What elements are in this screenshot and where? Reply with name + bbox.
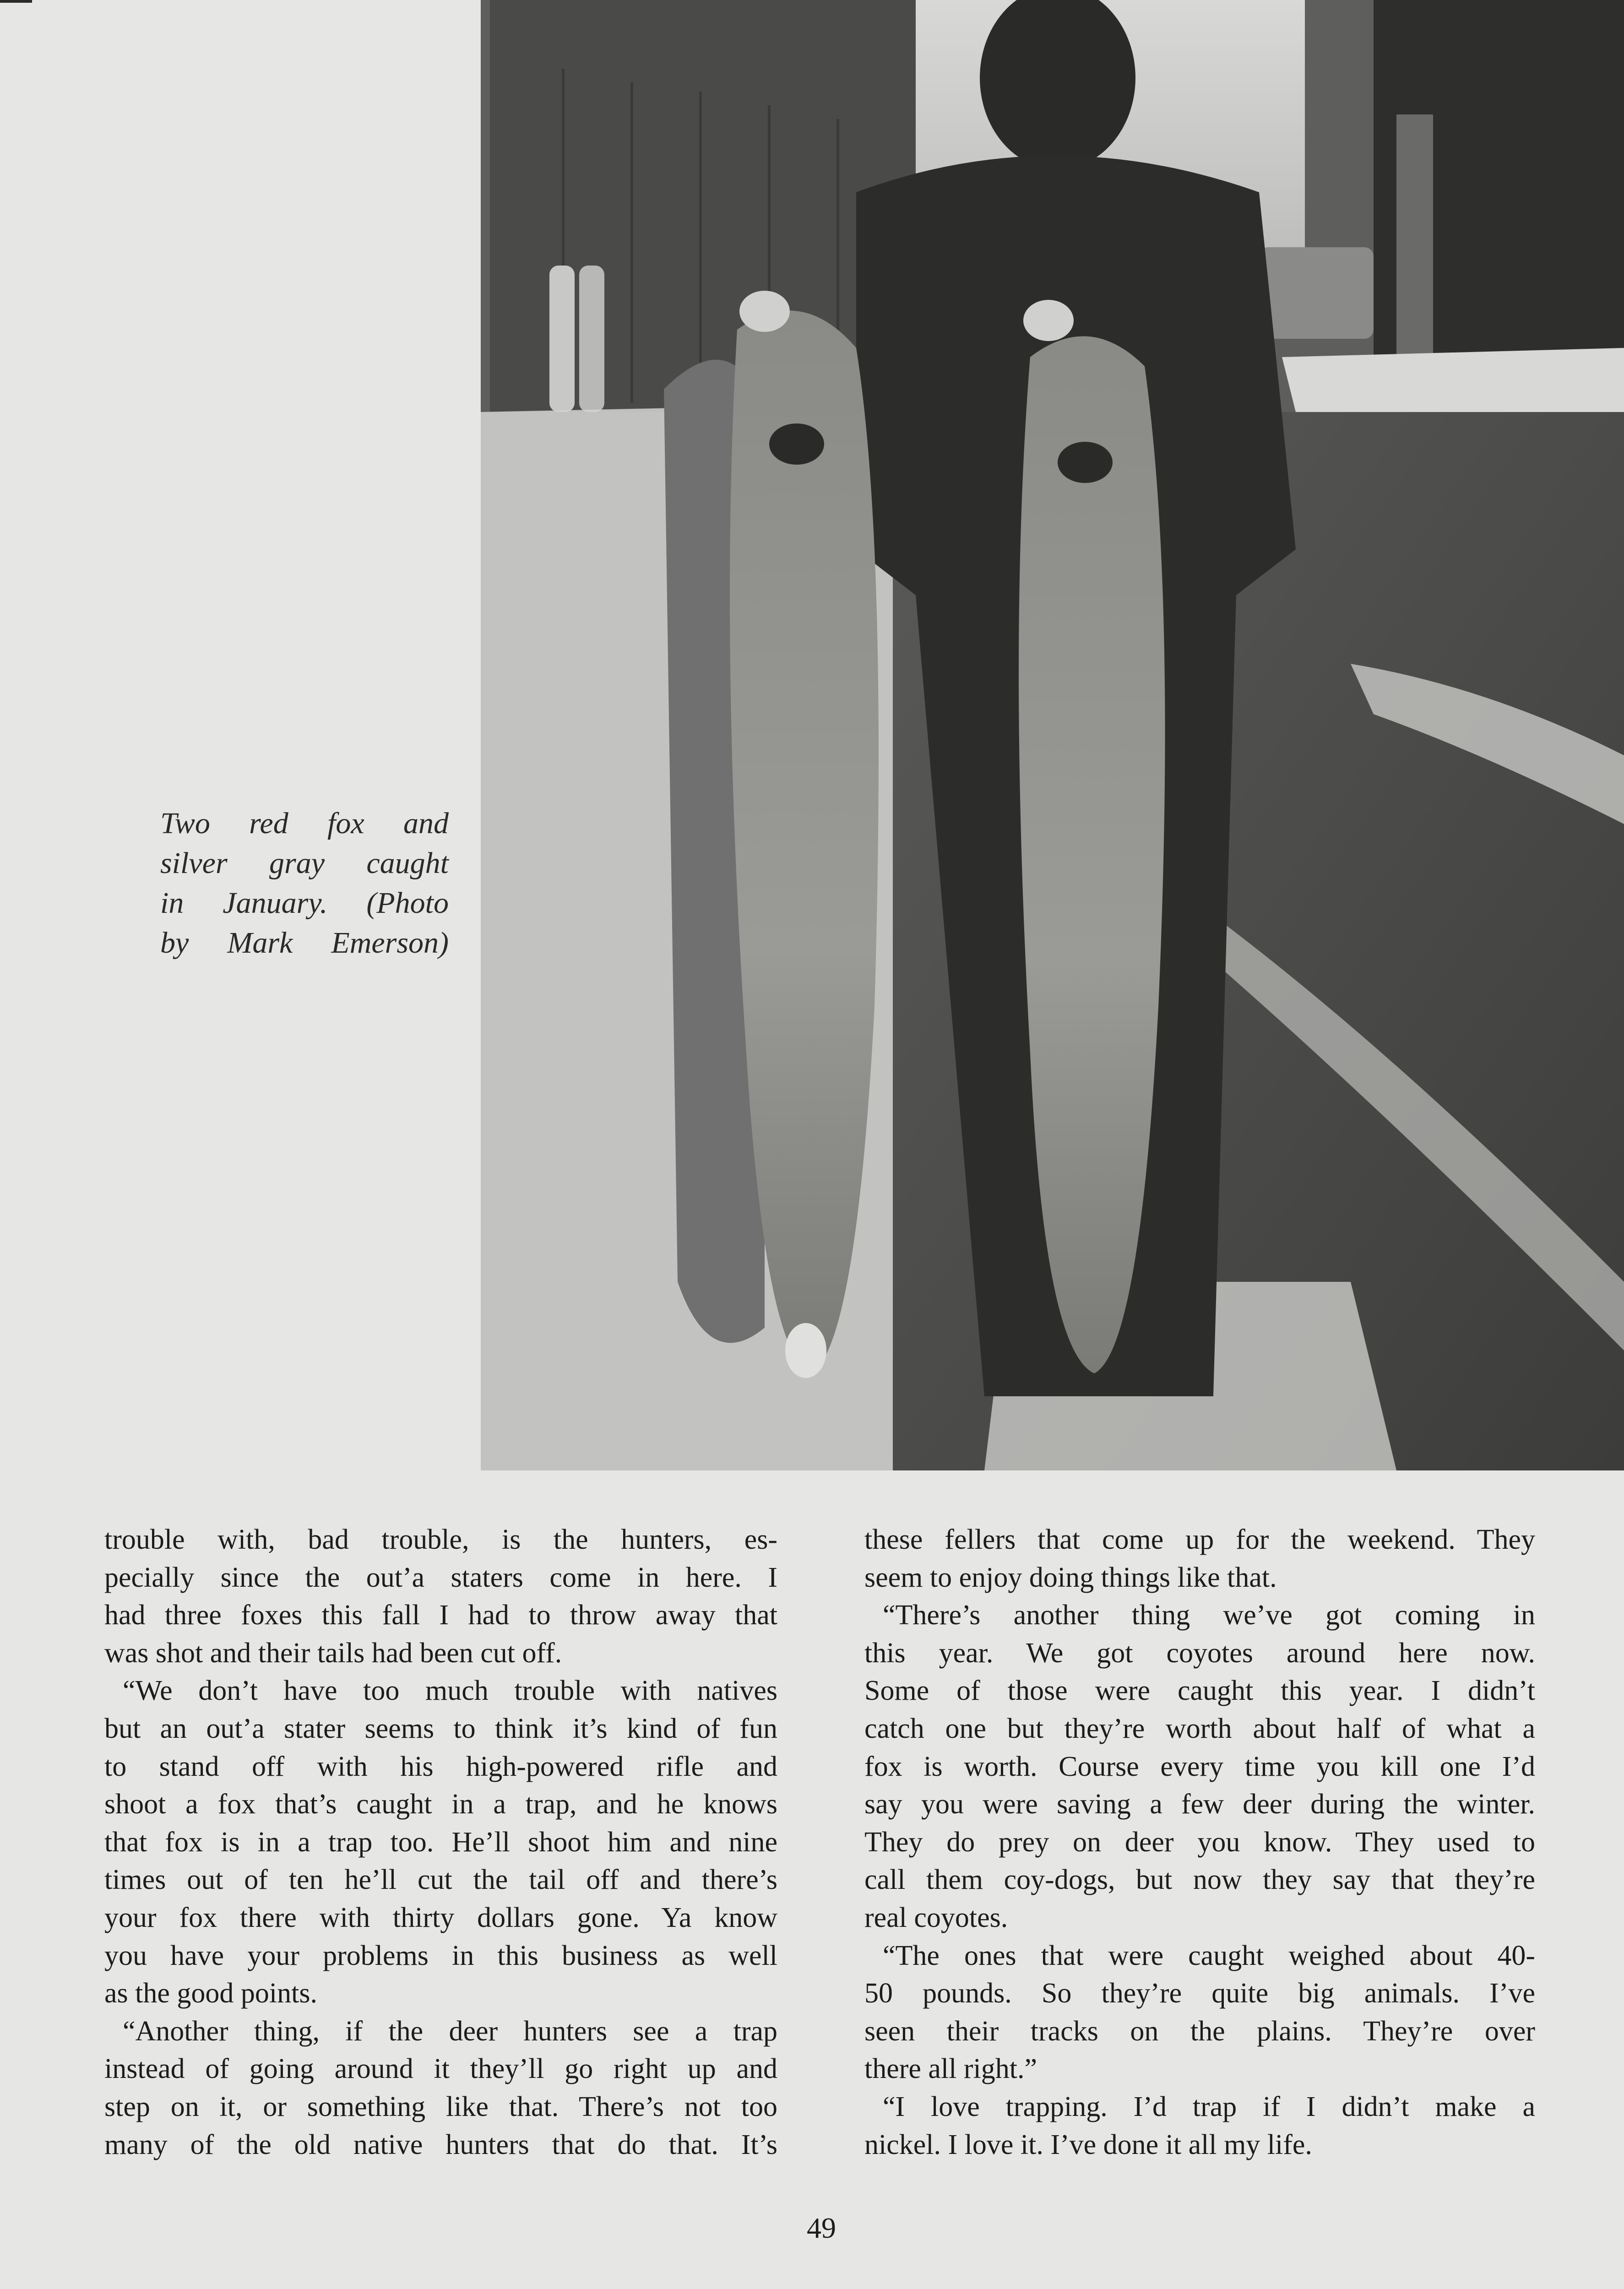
gas-cylinder: [549, 266, 575, 412]
hand-right: [1023, 300, 1074, 341]
text-line: say you were saving a few deer during the winter.: [864, 1789, 1535, 1820]
text-line: you have your problems in this business as well: [104, 1940, 777, 1971]
text-line: was shot and their tails had been cut off.: [104, 1637, 562, 1669]
text-line: to stand off with his high-powered rifle and: [104, 1751, 777, 1782]
text-line: “Another thing, if the deer hunters see a trap: [123, 2015, 777, 2047]
text-line: many of the old native hunters that do that. It’s: [104, 2129, 777, 2160]
text-line: call them coy-dogs, but now they say that they’re: [864, 1864, 1535, 1896]
text-line: but an out’a stater seems to think it’s kind of fun: [104, 1713, 777, 1744]
text-line: step on it, or something like that. There’s not too: [104, 2091, 777, 2122]
text-line: fox is worth. Course every time you kill one I’d: [864, 1751, 1535, 1782]
text-line: shoot a fox that’s caught in a trap, and he knows: [104, 1789, 777, 1820]
text-line: that fox is in a trap too. He’ll shoot him and nine: [104, 1826, 777, 1858]
text-line: Some of those were caught this year. I didn’t: [864, 1675, 1535, 1707]
text-line: instead of going around it they’ll go right up and: [104, 2053, 777, 2085]
text-line: “The ones that were caught weighed about 40-: [883, 1940, 1535, 1971]
caption-line: in January. (Photo: [160, 886, 449, 920]
page-number: 49: [807, 2212, 836, 2244]
text-line: seen their tracks on the plains. They’re over: [864, 2015, 1535, 2047]
text-line: pecially since the out’a staters come in here. I: [104, 1562, 777, 1593]
text-line: had three foxes this fall I had to throw away that: [104, 1600, 777, 1631]
text-line: “We don’t have too much trouble with natives: [123, 1675, 777, 1707]
caption-line: Two red fox and: [160, 807, 449, 840]
text-line: real coyotes.: [864, 1902, 1008, 1933]
text-line: They do prey on deer you know. They used to: [864, 1826, 1535, 1858]
text-line: “There’s another thing we’ve got coming in: [883, 1600, 1535, 1631]
corner-mark: [0, 0, 32, 3]
truck: [1259, 247, 1374, 339]
gas-cylinder: [579, 266, 604, 412]
text-line: times out of ten he’ll cut the tail off and there’s: [104, 1864, 777, 1896]
text-line: 50 pounds. So they’re quite big animals. I’ve: [864, 1978, 1535, 2009]
text-column-left: [104, 1521, 777, 2164]
photograph: [481, 0, 1624, 1470]
text-line: nickel. I love it. I’ve done it all my life.: [864, 2129, 1312, 2160]
photo-caption: [160, 803, 449, 963]
text-line: there all right.”: [864, 2053, 1037, 2085]
text-line: “I love trapping. I’d trap if I didn’t make a: [883, 2091, 1535, 2122]
caption-line: by Mark Emerson): [160, 926, 449, 960]
text-line: this year. We got coyotes around here now.: [864, 1637, 1535, 1669]
text-line: catch one but they’re worth about half of what a: [864, 1713, 1535, 1744]
text-line: these fellers that come up for the weekend. They: [864, 1524, 1535, 1555]
photograph-image: [481, 0, 1624, 1470]
text-line: trouble with, bad trouble, is the hunters, es-: [104, 1524, 777, 1555]
text-column-right: [864, 1521, 1535, 2164]
hand-left: [739, 291, 790, 332]
caption-line: silver gray caught: [160, 846, 449, 880]
text-line: your fox there with thirty dollars gone. Ya know: [104, 1902, 777, 1933]
text-line: as the good points.: [104, 1978, 317, 2009]
text-line: seem to enjoy doing things like that.: [864, 1562, 1277, 1593]
